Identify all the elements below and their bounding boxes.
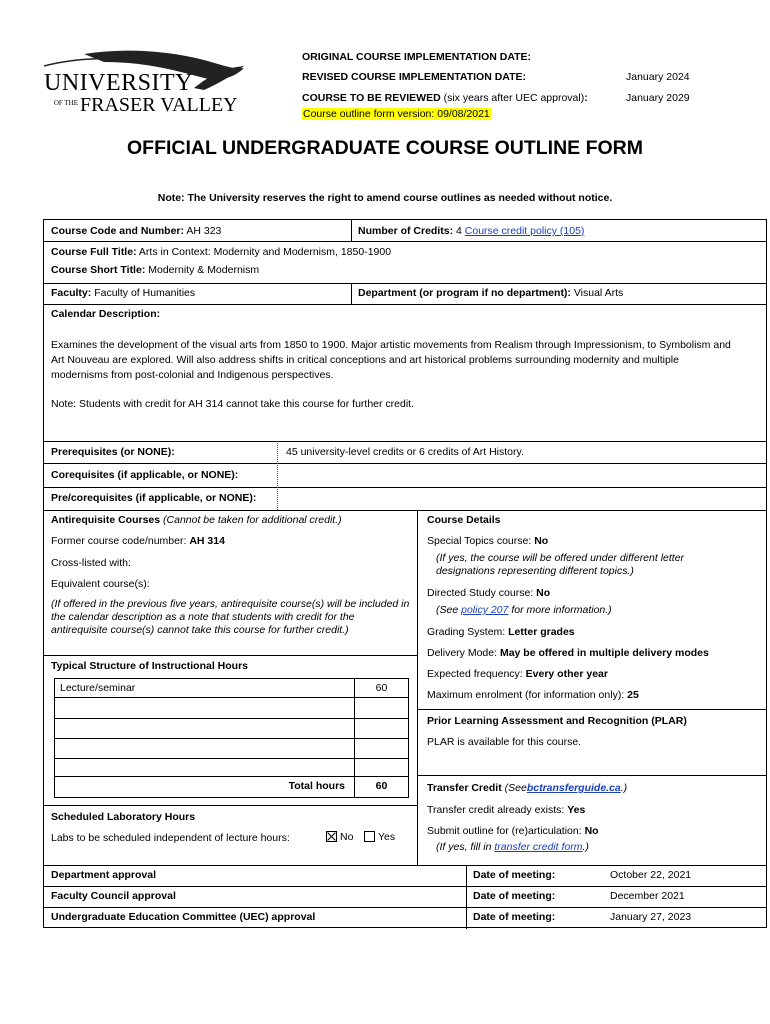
credits-value: 4: [456, 225, 462, 237]
transfer-exists-value: Yes: [567, 804, 586, 816]
review-label: COURSE TO BE REVIEWED: [302, 92, 441, 104]
approval-date: January 27, 2023: [610, 911, 692, 923]
logo-university: UNIVERSITY: [44, 70, 193, 96]
review-date-value: January 2029: [626, 92, 690, 104]
hours-row-label: Lecture/seminar: [60, 682, 136, 694]
special-topics-value: No: [534, 535, 549, 547]
transfer-exists-cell: [427, 804, 585, 817]
faculty-cell: [51, 287, 195, 300]
transfer-heading-group: [427, 782, 627, 795]
approval-date: December 2021: [610, 890, 685, 902]
lab-no-label: No: [340, 831, 354, 843]
transfer-fill-post: .): [582, 841, 589, 853]
credit-policy-link[interactable]: Course credit policy (105): [464, 225, 585, 237]
short-title-cell: [51, 264, 259, 277]
calendar-description: Examines the development of the visual arts from 1850 to 1900. Major artistic movements from Realism through Impressionism, to Symbolism and Art Nouveau are explored. Will also address shifts in critical conceptions and art historical problems surrounding modernity and multiple modernisms from post-colonial and Indigenous perspectives.: [51, 339, 731, 381]
credits-cell: [358, 225, 584, 238]
enrolment-value: 25: [627, 689, 639, 701]
ufv-logo: [44, 48, 249, 120]
review-colon: :: [584, 92, 588, 104]
transfer-credit-form-link[interactable]: transfer credit form: [494, 841, 583, 853]
review-note: (six years after UEC approval): [443, 92, 585, 104]
hours-table: [54, 678, 409, 798]
antireq-heading: Antirequisite Courses: [51, 514, 161, 526]
logo-of-the: OF THE: [53, 99, 78, 107]
enrolment-cell: [427, 689, 639, 702]
total-hours-label: Total hours: [288, 780, 345, 792]
transfer-exists-label: Transfer credit already exists:: [427, 804, 565, 816]
course-code-label: Course Code and Number:: [51, 225, 185, 237]
special-topics-label: Special Topics course:: [427, 535, 532, 547]
department-value: Visual Arts: [573, 287, 624, 299]
coreq-label: Corequisites (if applicable, or NONE):: [51, 469, 239, 481]
hours-heading: Typical Structure of Instructional Hours: [51, 660, 248, 672]
logo-fraser-valley: FRASER VALLEY: [80, 94, 238, 116]
course-code-value: AH 323: [186, 225, 222, 237]
plar-heading: Prior Learning Assessment and Recognition (PLAR): [427, 715, 687, 727]
transfer-fill-pre: (If yes, fill in: [436, 841, 492, 853]
prereq-value: 45 university-level credits or 6 credits of Art History.: [286, 446, 524, 458]
revised-impl-date-value: January 2024: [626, 71, 690, 83]
antireq-heading-note: (Cannot be taken for additional credit.): [163, 514, 342, 526]
lab-yes-checkbox[interactable]: [364, 831, 375, 842]
original-impl-date-label: ORIGINAL COURSE IMPLEMENTATION DATE:: [302, 51, 532, 63]
transfer-see-post: .): [620, 782, 628, 794]
lab-heading: Scheduled Laboratory Hours: [51, 811, 196, 823]
bctransferguide-link[interactable]: bctransferguide.ca: [526, 782, 621, 794]
approval-label: Undergraduate Education Committee (UEC) approval: [51, 911, 316, 923]
grading-cell: [427, 626, 575, 639]
plar-text: PLAR is available for this course.: [427, 736, 582, 748]
delivery-cell: [427, 647, 709, 660]
calendar-label: Calendar Description:: [51, 308, 161, 320]
former-course-cell: [51, 535, 225, 548]
transfer-heading: Transfer Credit: [427, 782, 502, 794]
credits-label: Number of Credits:: [358, 225, 454, 237]
lab-yes-label: Yes: [378, 831, 396, 843]
enrolment-label: Maximum enrolment (for information only):: [427, 689, 625, 701]
course-outline-table: [43, 219, 767, 928]
review-date-label-group: [302, 92, 588, 104]
antireq-note: (If offered in the previous five years, antirequisite course(s) will be included in the calendar description as a note that students with credit for the antirequisite course(s) cannot take this course for further credit.): [51, 598, 410, 636]
special-topics-note: (If yes, the course will be offered under different letter designations representing different topics.): [436, 552, 685, 577]
revised-impl-date-label: REVISED COURSE IMPLEMENTATION DATE:: [302, 71, 527, 83]
transfer-see-pre: (See: [504, 782, 527, 794]
approval-date: October 22, 2021: [610, 869, 692, 881]
approval-label: Faculty Council approval: [51, 890, 176, 902]
prereq-label: Prerequisites (or NONE):: [51, 446, 175, 458]
directed-study-note: [436, 604, 612, 617]
cross-listed-label: Cross-listed with:: [51, 557, 131, 569]
frequency-label: Expected frequency:: [427, 668, 523, 680]
delivery-label: Delivery Mode:: [427, 647, 498, 659]
directed-note-pre: (See: [436, 604, 459, 616]
department-label: Department (or program if no department):: [358, 287, 571, 299]
lab-yes-option[interactable]: [364, 831, 395, 844]
directed-note-post: for more information.): [511, 604, 612, 616]
transfer-fill-note: [436, 841, 589, 854]
approval-label: Department approval: [51, 869, 157, 881]
department-cell: [358, 287, 623, 300]
short-title-label: Course Short Title:: [51, 264, 146, 276]
approval-date-label: Date of meeting:: [473, 911, 556, 923]
full-title-cell: [51, 246, 391, 259]
course-details-heading: Course Details: [427, 514, 501, 526]
short-title-value: Modernity & Modernism: [148, 264, 260, 276]
approval-date-label: Date of meeting:: [473, 869, 556, 881]
delivery-value: May be offered in multiple delivery modes: [499, 647, 709, 659]
faculty-label: Faculty:: [51, 287, 92, 299]
directed-study-label: Directed Study course:: [427, 587, 534, 599]
equivalent-label: Equivalent course(s):: [51, 578, 150, 590]
special-topics-cell: [427, 535, 548, 548]
grading-value: Letter grades: [508, 626, 575, 638]
former-course-label: Former course code/number:: [51, 535, 187, 547]
page-title: OFFICIAL UNDERGRADUATE COURSE OUTLINE FORM: [126, 137, 644, 159]
former-course-value: AH 314: [189, 535, 225, 547]
directed-study-value: No: [536, 587, 551, 599]
amend-note: Note: The University reserves the right to amend course outlines as needed without notice.: [157, 192, 613, 204]
transfer-submit-value: No: [584, 825, 599, 837]
full-title-value: Arts in Context: Modernity and Modernism, 1850-1900: [138, 246, 392, 258]
lab-no-checkbox[interactable]: [326, 831, 337, 842]
frequency-cell: [427, 668, 608, 681]
calendar-note: Note: Students with credit for AH 314 cannot take this course for further credit.: [51, 398, 415, 410]
policy-207-link[interactable]: policy 207: [461, 604, 509, 616]
directed-study-cell: [427, 587, 550, 600]
transfer-submit-label: Submit outline for (re)articulation:: [427, 825, 582, 837]
form-version: Course outline form version: 09/08/2021: [303, 108, 490, 120]
transfer-submit-cell: [427, 825, 599, 838]
full-title-label: Course Full Title:: [51, 246, 137, 258]
antireq-heading-group: [51, 514, 342, 527]
grading-label: Grading System:: [427, 626, 506, 638]
total-hours-value: 60: [375, 780, 388, 792]
lab-no-option[interactable]: [326, 831, 353, 844]
faculty-value: Faculty of Humanities: [94, 287, 196, 299]
course-code-cell: [51, 225, 221, 238]
precoreq-label: Pre/corequisites (if applicable, or NONE):: [51, 492, 257, 504]
lab-question: Labs to be scheduled independent of lecture hours:: [51, 832, 290, 844]
hours-row-value: 60: [375, 682, 388, 694]
frequency-value: Every other year: [525, 668, 608, 680]
approval-date-label: Date of meeting:: [473, 890, 556, 902]
